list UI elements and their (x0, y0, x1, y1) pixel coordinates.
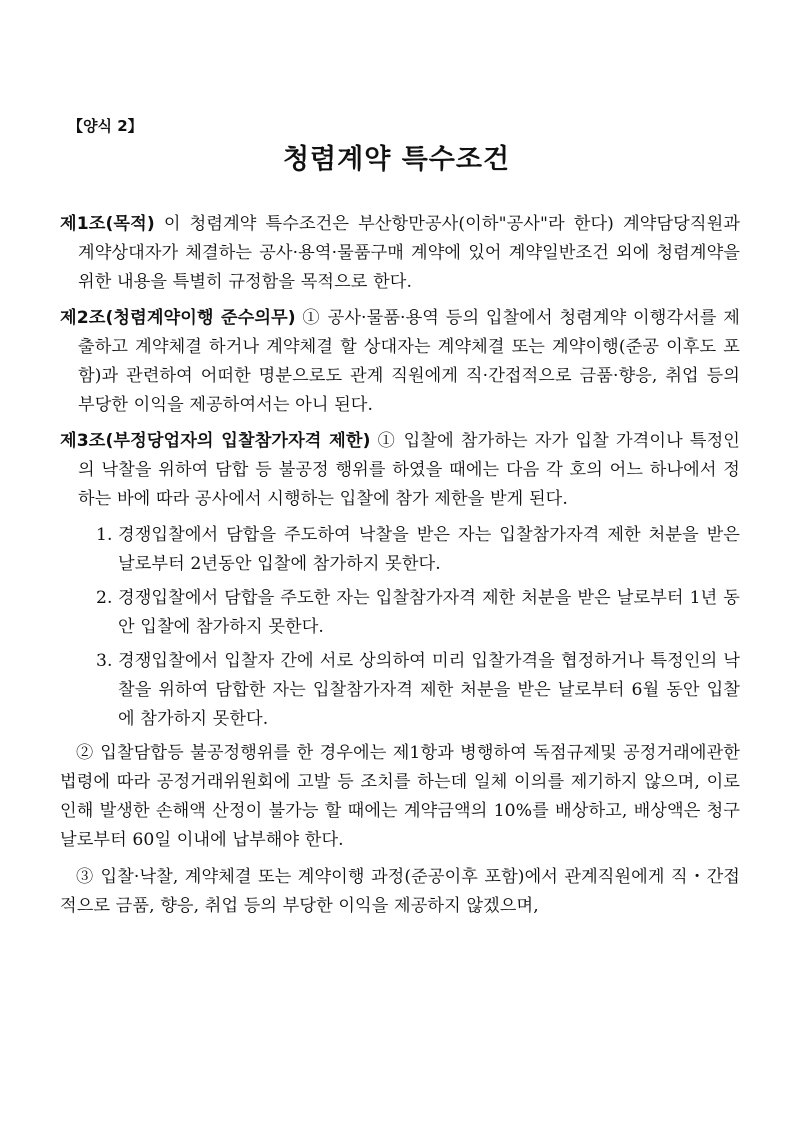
article-1-heading: 제1조(목적) (60, 214, 155, 234)
list-item (60, 584, 740, 642)
article-3-paragraph-3: ③ 입찰·낙찰, 계약체결 또는 계약이행 과정(준공이후 포함)에서 관계직원에게 직・간접적으로 금품, 향응, 취업 등의 부당한 이익을 제공하지 않겠으며, (60, 867, 740, 916)
list-item-text: 경쟁입찰에서 담합을 주도하여 낙찰을 받은 자는 입찰참가자격 제한 처분을 받은 날로부터 2년동안 입찰에 참가하지 못한다. (118, 525, 740, 574)
article-1-text: 이 청렴계약 특수조건은 부산항만공사(이하"공사"라 한다) 계약담당직원과 계약상대자가 체결하는 공사·용역·물품구매 계약에 있어 계약일반조건 외에 청렴계약을 위한 내용을 특별히 규정함을 목적으로 한다. (78, 214, 740, 292)
list-item-text: 경쟁입찰에서 담합을 주도한 자는 입찰참가자격 제한 처분을 받은 날로부터 1년 동안 입찰에 참가하지 못한다. (118, 588, 740, 637)
form-label: 【양식 2】 (68, 117, 143, 135)
article-3-paragraph-2: ② 입찰담합등 불공정행위를 한 경우에는 제1항과 병행하여 독점규제및 공정거래에관한 법령에 따라 공정거래위원회에 고발 등 조치를 하는데 일체 이의를 제기하지 않으며, 이로 인해 발생한 손해액 산정이 불가능 할 때에는 계약금액의 10%를 배상하고, 배상액은 청구날로부터 60일 이내에 납부해야 한다. (60, 743, 740, 850)
list-item-number: 3. (96, 651, 113, 671)
list-item-number: 2. (96, 588, 113, 608)
list-item (60, 647, 740, 734)
article-3-text: ① 입찰에 참가하는 자가 입찰 가격이나 특정인의 낙찰을 위하여 담합 등 불공정 행위를 하였을 때에는 다음 각 호의 어느 하나에서 정하는 바에 따라 공사에서 시행하는 입찰에 참가 제한을 받게 된다. (78, 431, 741, 509)
article-2-text: ① 공사·물품·용역 등의 입찰에서 청렴계약 이행각서를 제출하고 계약체결 하거나 계약체결 할 상대자는 계약체결 또는 계약이행(준공 이후도 포함)과 관련하여 어떠한 명분으로도 관계 직원에게 직·간접적으로 금품·향응, 취업 등의 부당한 이익을 제공하여서는 아니 된다. (78, 308, 740, 415)
article-2 (60, 304, 740, 420)
article-2-heading: 제2조(청렴계약이행 준수의무) (60, 308, 296, 328)
list-item (60, 521, 740, 579)
article-1 (60, 210, 740, 297)
article-3-heading: 제3조(부정당업자의 입찰참가자격 제한) (60, 431, 371, 451)
page-title: 청렴계약 특수조건 (282, 144, 511, 175)
list-item-text: 경쟁입찰에서 입찰자 간에 서로 상의하여 미리 입찰가격을 협정하거나 특정인의 낙찰을 위하여 담합한 자는 입찰참가자격 제한 처분을 받은 날로부터 6월 동안 입찰에 참가하지 못한다. (118, 651, 740, 729)
article-3-item-list (60, 521, 740, 734)
list-item-number: 1. (96, 525, 113, 545)
article-3 (60, 427, 740, 514)
document-body (60, 210, 740, 929)
